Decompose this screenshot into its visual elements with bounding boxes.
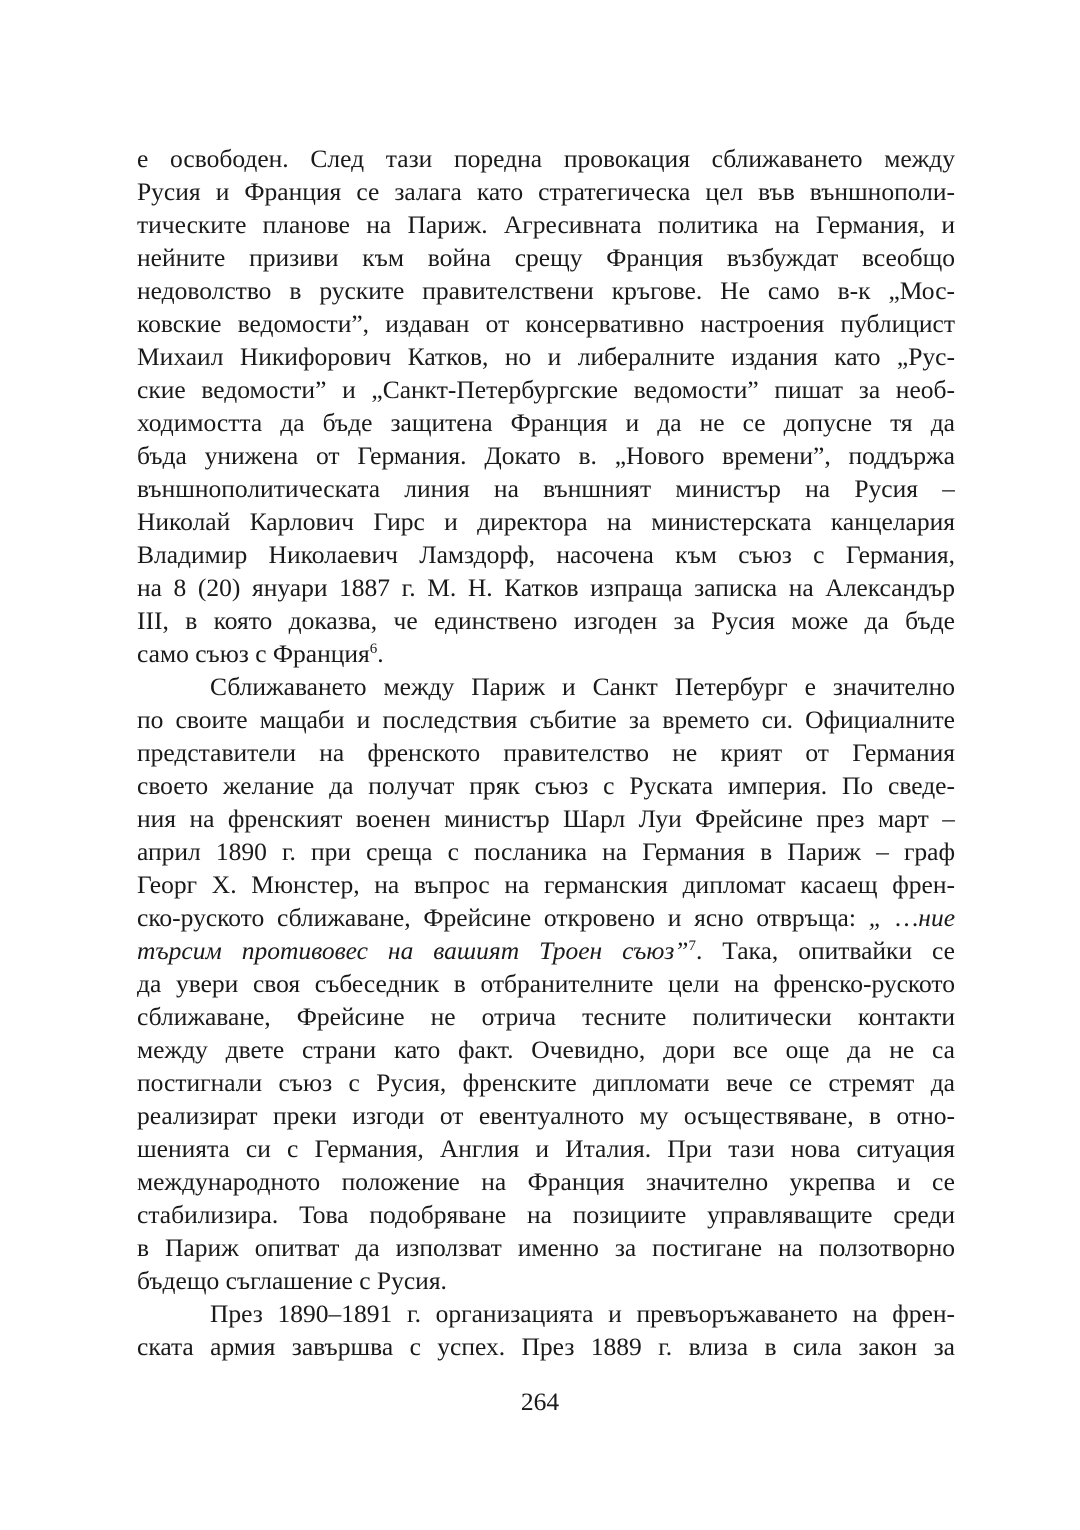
footnote-ref: 6 <box>369 641 378 657</box>
text-line: През 1890–1891 г. организацията и превъоръжаването на френ- <box>210 1299 955 1328</box>
text-line: да увери своя събеседник в отбранителните цели на френско-руското <box>137 969 955 998</box>
text-line <box>137 934 955 967</box>
text-line <box>137 901 955 934</box>
text-line: тическите планове на Париж. Агресивната политика на Германия, и <box>137 210 955 239</box>
text-line: Николай Карлович Гирс и директора на министерската канцелария <box>137 507 955 536</box>
text-line: международното положение на Франция значително укрепва и се <box>137 1167 955 1196</box>
text-line: между двете страни като факт. Очевидно, дори все още да не са <box>137 1035 955 1064</box>
text-line: бъдещо съглашение с Русия. <box>137 1266 447 1295</box>
text-line: постигнали съюз с Русия, френските дипломати вече се стремят да <box>137 1068 955 1097</box>
text-line: ходимостта да бъде защитена Франция и да не се допусне тя да <box>137 408 955 437</box>
text-line: представители на френското правителство не крият от Германия <box>137 738 955 767</box>
text-line: Владимир Николаевич Ламздорф, насочена към съюз с Германия, <box>137 540 955 569</box>
text-line: Русия и Франция се залага като стратегическа цел във външнополи- <box>137 177 955 206</box>
quote-italic: „ …ние <box>868 903 955 932</box>
text-run: . Така, опитвайки се <box>695 936 955 965</box>
text-line: шенията си с Германия, Англия и Италия. При тази нова ситуация <box>137 1134 955 1163</box>
text-line: реализират преки изгоди от евентуалното му осъществяване, в отно- <box>137 1101 955 1130</box>
text-line: ската армия завършва с успех. През 1889 г. влиза в сила закон за <box>137 1332 955 1361</box>
text-line: ские ведомости” и „Санкт-Петербургские ведомости” пишат за необ- <box>137 375 955 404</box>
text-line: нейните призиви към война срещу Франция възбуждат всеобщо <box>137 243 955 272</box>
text-line: недоволство в руските правителствени кръгове. Не само в-к „Мос- <box>137 276 955 305</box>
text-line: Михаил Никифорович Катков, но и либералните издания като „Рус- <box>137 342 955 371</box>
text-run: само съюз с Франция <box>137 639 370 668</box>
text-line: на 8 (20) януари 1887 г. М. Н. Катков изпраща записка на Александър <box>137 573 955 602</box>
text-run: ско-руското сближаване, Фрейсине откровено и ясно отвръща: <box>137 903 856 932</box>
text-line: ния на френският военен министър Шарл Луи Фрейсине през март – <box>137 804 955 833</box>
text-line: Георг Х. Мюнстер, на въпрос на германския дипломат касаещ френ- <box>137 870 955 899</box>
text-line: бъда унижена от Германия. Докато в. „Нового времени”, поддържа <box>137 441 955 470</box>
text-line: III, в която доказва, че единствено изгоден за Русия може да бъде <box>137 606 955 635</box>
text-line: външнополитическата линия на външният министър на Русия – <box>137 474 955 503</box>
quote-italic: търсим противовес на вашият Троен съюз” <box>137 936 689 965</box>
footnote-ref: 7 <box>688 938 696 954</box>
text-line: своето желание да получат пряк съюз с Руската империя. По сведе- <box>137 771 955 800</box>
body-text <box>137 142 955 1363</box>
text-line: ковские ведомости”, издаван от консервативно настроения публицист <box>137 309 955 338</box>
text-line: стабилизира. Това подобряване на позициите управляващите среди <box>137 1200 955 1229</box>
text-line: Сближаването между Париж и Санкт Петербург е значително <box>210 672 955 701</box>
text-line: април 1890 г. при среща с посланика на Германия в Париж – граф <box>137 837 955 866</box>
text-line: в Париж опитват да използват именно за постигане на ползотворно <box>137 1233 955 1262</box>
page-number: 264 <box>520 1387 560 1416</box>
text-line: сближаване, Фрейсине не отрича тесните политически контакти <box>137 1002 955 1031</box>
text-line: по своите мащаби и последствия събитие за времето си. Официалните <box>137 705 955 734</box>
text-line: само съюз с Франция$^6$. <box>137 639 384 668</box>
text-line: е освободен. След тази поредна провокация сближаването между <box>137 144 955 173</box>
